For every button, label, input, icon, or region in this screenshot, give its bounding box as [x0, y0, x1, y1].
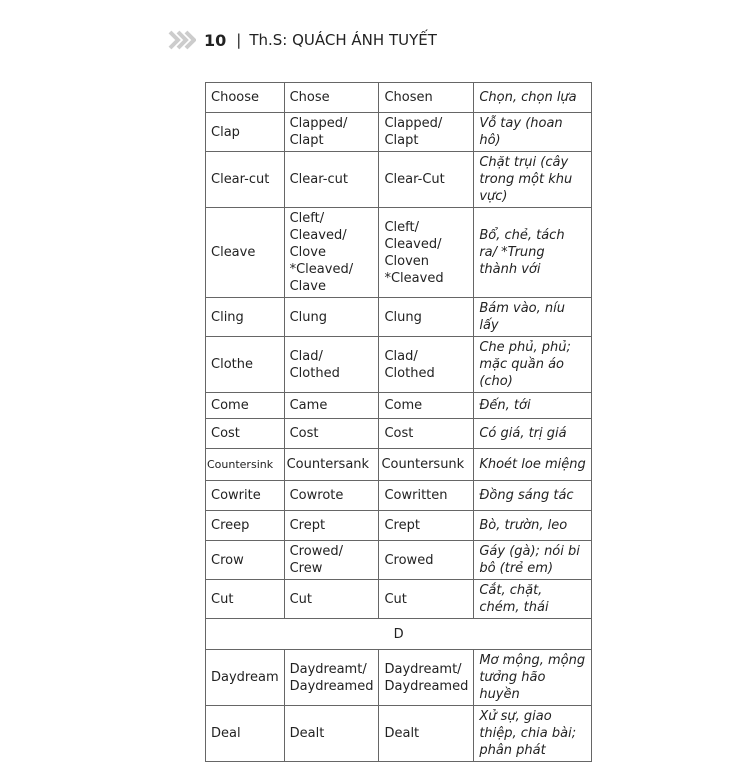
meaning-cell: Cắt, chặt, chém, thái	[474, 580, 592, 619]
past-participle-cell: Cut	[379, 580, 474, 619]
meaning-cell: Bò, trườn, leo	[474, 511, 592, 541]
page-number: 10	[204, 30, 227, 50]
past-participle-cell: Crept	[379, 511, 474, 541]
table-row	[206, 481, 592, 511]
past-participle-cell: Cowritten	[379, 481, 474, 511]
table-row	[206, 706, 592, 762]
past-simple-cell: Clear-cut	[284, 152, 379, 208]
table-row	[206, 449, 592, 481]
past-participle-cell: Dealt	[379, 706, 474, 762]
past-participle-cell: Crowed	[379, 541, 474, 580]
table-row	[206, 541, 592, 580]
past-simple-cell: Came	[284, 393, 379, 419]
base-form-cell: Daydream	[206, 650, 285, 706]
base-form-cell: Deal	[206, 706, 285, 762]
header-separator: |	[236, 31, 242, 49]
table-row	[206, 113, 592, 152]
past-participle-cell: Cleft/ Cleaved/ Cloven *Cleaved	[379, 208, 474, 298]
meaning-cell: Bám vào, níu lấy	[474, 298, 592, 337]
past-participle-cell: Countersunk	[379, 449, 474, 481]
past-simple-cell: Chose	[284, 83, 379, 113]
base-form-cell: Clear-cut	[206, 152, 285, 208]
base-form-cell: Crow	[206, 541, 285, 580]
meaning-cell: Gáy (gà); nói bi bô (trẻ em)	[474, 541, 592, 580]
table-row	[206, 152, 592, 208]
section-letter: D	[206, 619, 592, 650]
table-row	[206, 650, 592, 706]
table-row	[206, 298, 592, 337]
past-participle-cell: Clear-Cut	[379, 152, 474, 208]
meaning-cell: Mơ mộng, mộng tưởng hão huyền	[474, 650, 592, 706]
meaning-cell: Có giá, trị giá	[474, 419, 592, 449]
past-participle-cell: Daydreamt/ Daydreamed	[379, 650, 474, 706]
meaning-cell: Đến, tới	[474, 393, 592, 419]
past-simple-cell: Crowed/ Crew	[284, 541, 379, 580]
past-simple-cell: Cleft/ Cleaved/ Clove *Cleaved/ Clave	[284, 208, 379, 298]
past-simple-cell: Daydreamt/ Daydreamed	[284, 650, 379, 706]
base-form-cell: Cling	[206, 298, 285, 337]
past-simple-cell: Cut	[284, 580, 379, 619]
meaning-cell: Bổ, chẻ, tách ra/ *Trung thành với	[474, 208, 592, 298]
past-participle-cell: Clad/ Clothed	[379, 337, 474, 393]
past-simple-cell: Cowrote	[284, 481, 379, 511]
past-participle-cell: Cost	[379, 419, 474, 449]
page-header	[168, 30, 437, 50]
past-simple-cell: Clapped/ Clapt	[284, 113, 379, 152]
chevron-decoration-icon	[168, 30, 196, 50]
past-simple-cell: Crept	[284, 511, 379, 541]
base-form-cell: Cut	[206, 580, 285, 619]
base-form-cell: Clap	[206, 113, 285, 152]
irregular-verbs-table	[205, 82, 592, 762]
meaning-cell: Khoét loe miệng	[474, 449, 592, 481]
meaning-cell: Đồng sáng tác	[474, 481, 592, 511]
table-row	[206, 419, 592, 449]
past-simple-cell: Dealt	[284, 706, 379, 762]
base-form-cell: Cleave	[206, 208, 285, 298]
base-form-cell: Countersink	[206, 449, 285, 481]
table-row	[206, 580, 592, 619]
past-simple-cell: Clad/ Clothed	[284, 337, 379, 393]
meaning-cell: Che phủ, phủ; mặc quần áo (cho)	[474, 337, 592, 393]
table-row	[206, 511, 592, 541]
past-participle-cell: Clung	[379, 298, 474, 337]
base-form-cell: Creep	[206, 511, 285, 541]
past-simple-cell: Clung	[284, 298, 379, 337]
base-form-cell: Cost	[206, 419, 285, 449]
meaning-cell: Chọn, chọn lựa	[474, 83, 592, 113]
base-form-cell: Clothe	[206, 337, 285, 393]
table-row	[206, 208, 592, 298]
past-participle-cell: Clapped/ Clapt	[379, 113, 474, 152]
author-name: Th.S: QUÁCH ÁNH TUYẾT	[249, 31, 437, 49]
past-simple-cell: Cost	[284, 419, 379, 449]
meaning-cell: Vỗ tay (hoan hô)	[474, 113, 592, 152]
table-row	[206, 337, 592, 393]
past-participle-cell: Chosen	[379, 83, 474, 113]
table-row	[206, 83, 592, 113]
table-row	[206, 393, 592, 419]
meaning-cell: Chặt trụi (cây trong một khu vực)	[474, 152, 592, 208]
past-participle-cell: Come	[379, 393, 474, 419]
past-simple-cell: Countersank	[284, 449, 379, 481]
meaning-cell: Xử sự, giao thiệp, chia bài; phân phát	[474, 706, 592, 762]
base-form-cell: Come	[206, 393, 285, 419]
base-form-cell: Choose	[206, 83, 285, 113]
base-form-cell: Cowrite	[206, 481, 285, 511]
